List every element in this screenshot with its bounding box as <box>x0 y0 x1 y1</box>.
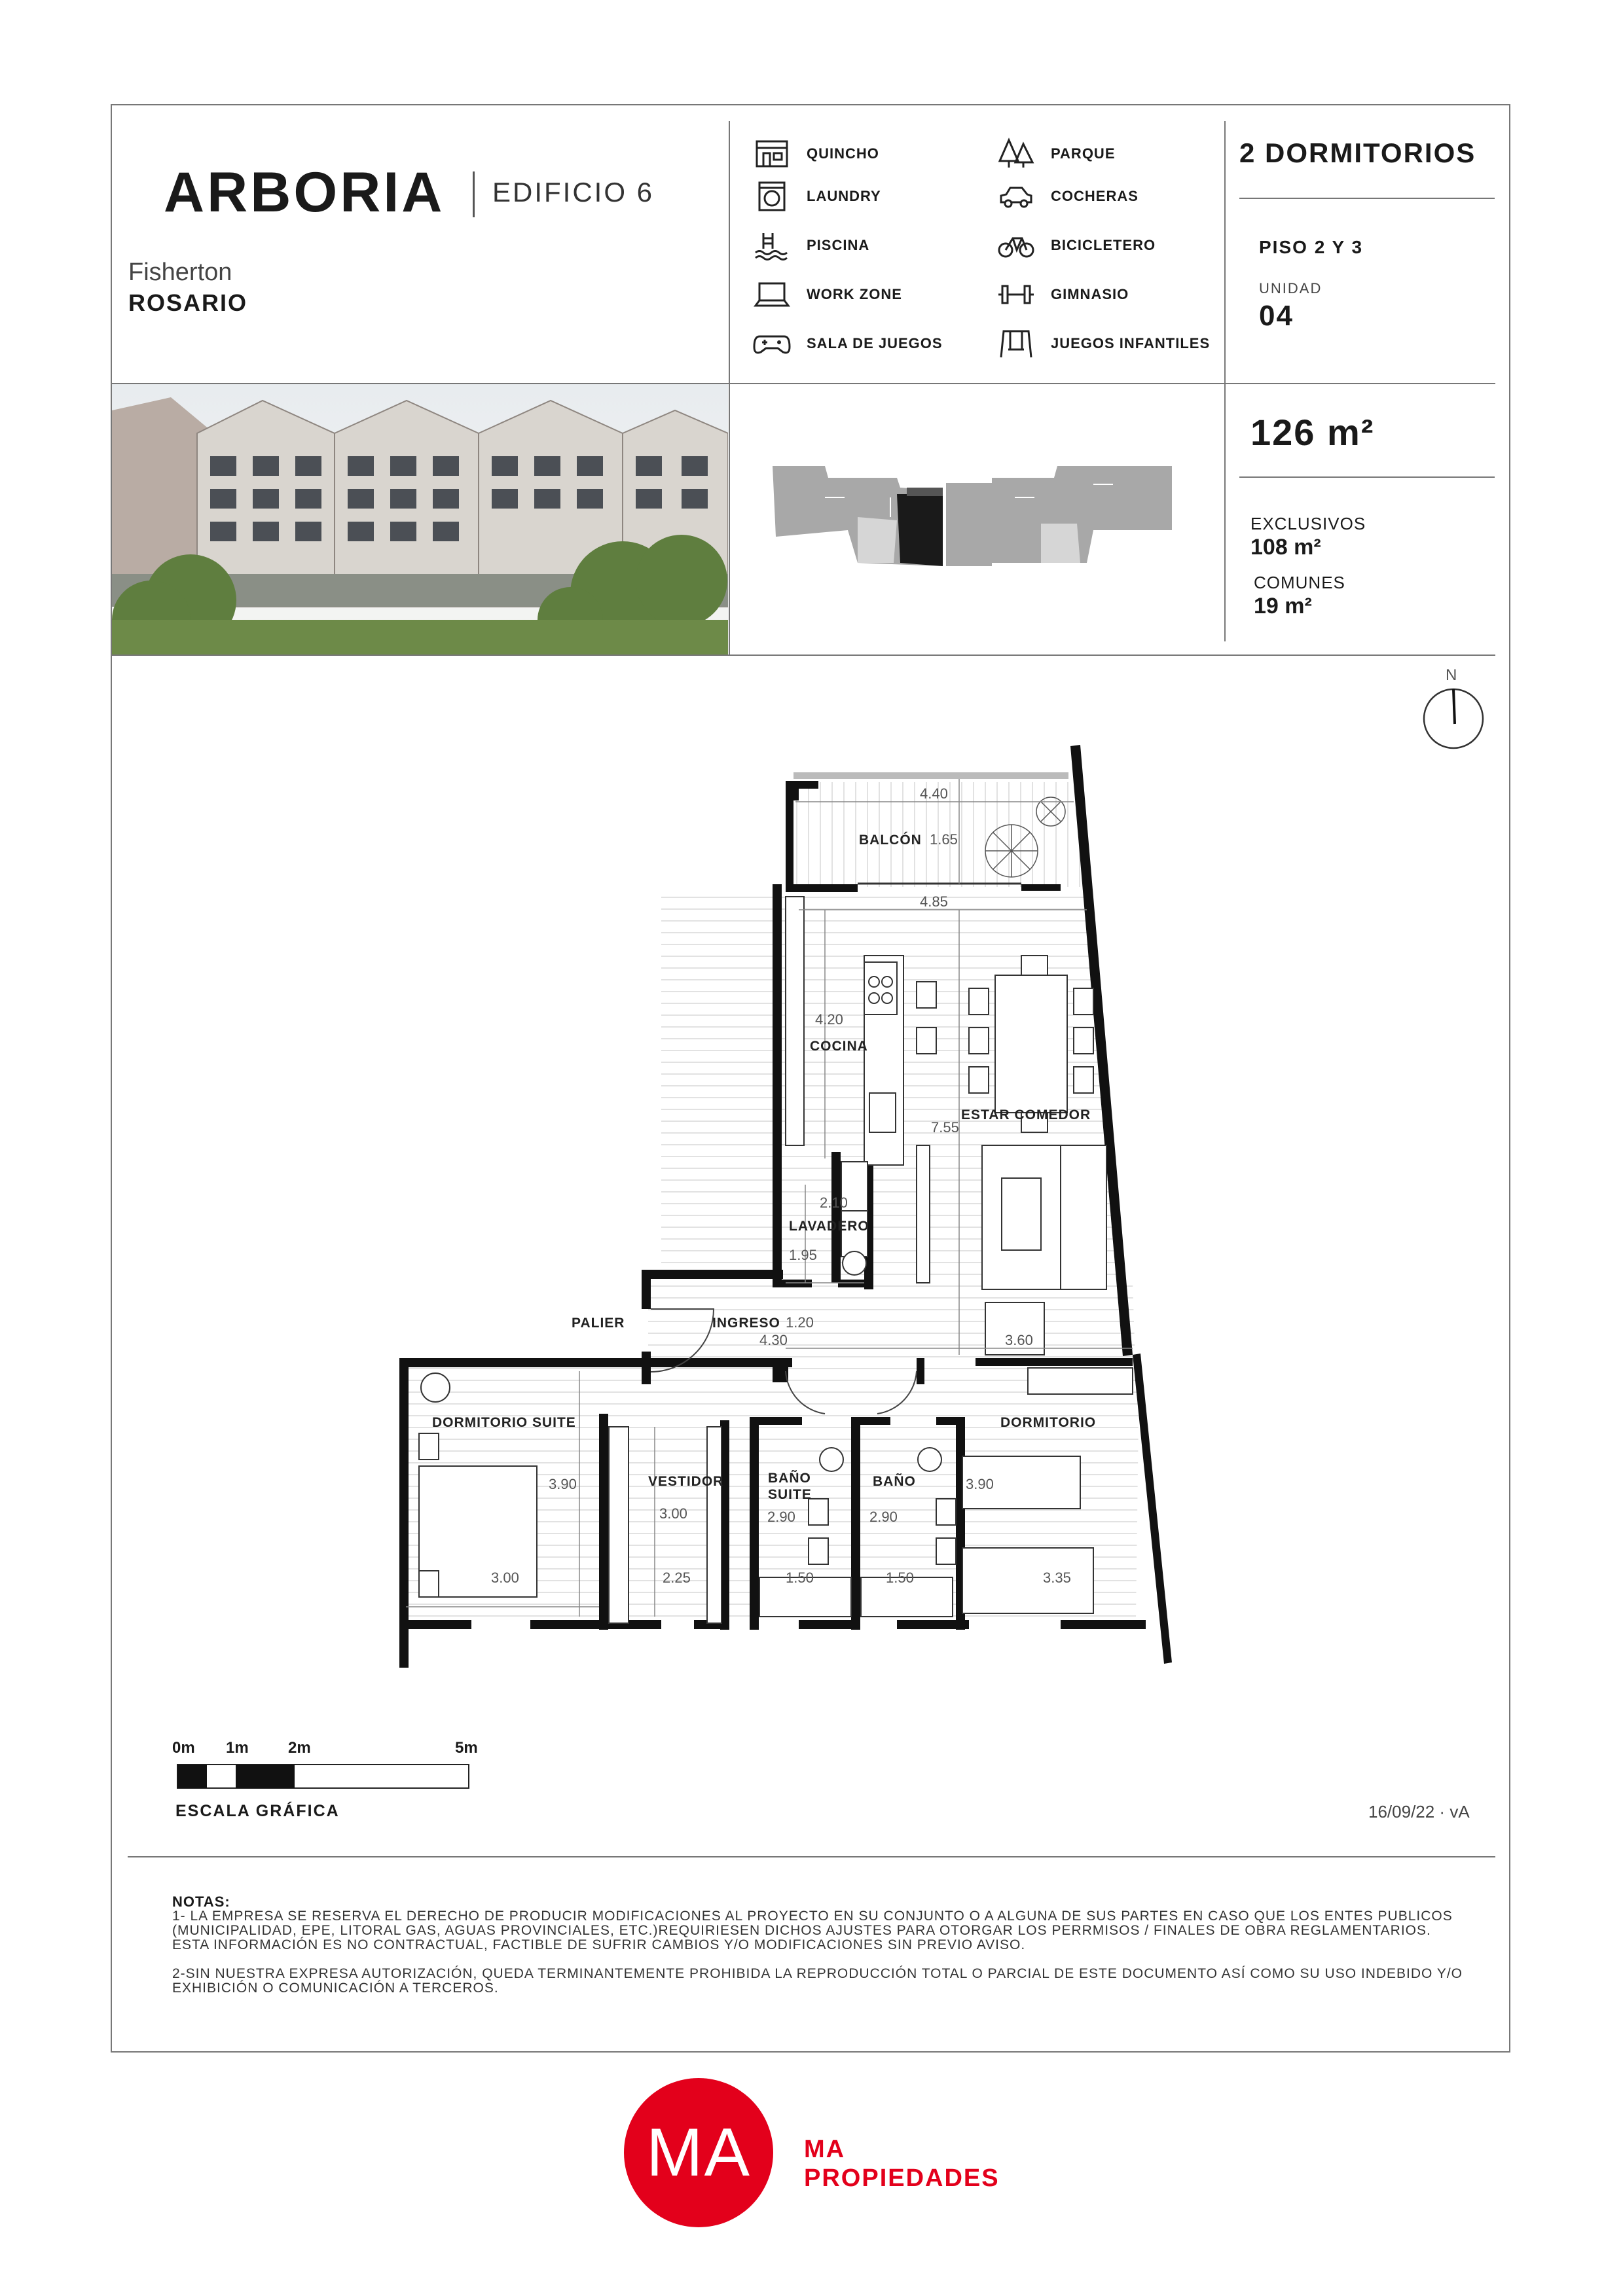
brand-logo-text: MA <box>646 2114 751 2191</box>
room-balcon: BALCÓN <box>859 833 922 848</box>
amenity-gimnasio <box>997 278 1129 311</box>
dim-laundry-w: 1.95 <box>789 1247 817 1263</box>
note-1-line-2: (MUNICIPALIDAD, EPE, LITORAL GAS, AGUAS PROVINCIALES, ETC.)REQUIRIESEN DICHOS AJUSTES PARA OTORGAR LOS PERRMISOS / FINALES DE OBRA REGLAMENTARIOS. <box>172 1923 1431 1938</box>
unit-label: UNIDAD <box>1259 280 1322 296</box>
amenity-label: JUEGOS INFANTILES <box>1051 335 1211 351</box>
dim-master-d: 3.90 <box>549 1476 577 1492</box>
room-dormitorio-suite: DORMITORIO SUITE <box>432 1415 576 1430</box>
dim-living-w2: 3.60 <box>1005 1332 1033 1348</box>
dim-bath-w: 1.50 <box>886 1570 914 1586</box>
col-divider-2 <box>1224 121 1226 641</box>
dim-entry-d: 1.20 <box>786 1314 814 1331</box>
amenity-parque <box>997 137 1116 170</box>
room-vestidor: VESTIDOR <box>648 1474 724 1489</box>
amenity-label: SALA DE JUEGOS <box>807 335 943 351</box>
amenity-juegos-infantiles <box>997 327 1210 360</box>
grill-house-icon <box>753 137 791 170</box>
amenity-label: WORK ZONE <box>807 286 902 302</box>
room-palier: PALIER <box>572 1316 625 1331</box>
common-label: COMUNES <box>1254 573 1345 592</box>
area-underline <box>1239 476 1495 478</box>
note-1-line-1: 1- LA EMPRESA SE RESERVA EL DERECHO DE PRODUCIR MODIFICACIONES AL PROYECTO EN SU CONJUNTO O A ALGUNA DE SUS PARTES EN CASO QUE LOS ENTES PUBLICOS <box>172 1909 1453 1924</box>
scale-bar <box>177 1764 471 1790</box>
notes-divider <box>128 1856 1495 1857</box>
room-cocina: COCINA <box>810 1039 868 1054</box>
dim-master-w: 3.00 <box>491 1570 519 1586</box>
amenity-label: COCHERAS <box>1051 188 1139 204</box>
amenity-cocheras <box>997 180 1139 213</box>
bicycle-icon <box>997 229 1035 262</box>
title-separator <box>473 171 475 217</box>
dim-living-l: 7.55 <box>931 1119 959 1136</box>
washing-machine-icon <box>753 180 791 213</box>
scale-tick-2: 2m <box>288 1739 311 1757</box>
brand-name-line-1: MA <box>804 2136 846 2163</box>
swing-icon <box>997 327 1035 360</box>
amenity-label: BICICLETERO <box>1051 237 1156 253</box>
image-divider <box>111 655 1495 656</box>
project-title: ARBORIA <box>164 161 445 224</box>
floors: PISO 2 Y 3 <box>1259 237 1364 257</box>
pool-icon <box>753 229 791 262</box>
col-divider-1 <box>729 121 730 655</box>
amenity-label: GIMNASIO <box>1051 286 1129 302</box>
dim-balcony-w: 4.40 <box>920 785 948 802</box>
common-area: 19 m² <box>1254 594 1312 619</box>
unit-type-underline <box>1239 198 1495 199</box>
amenity-label: PARQUE <box>1051 145 1116 162</box>
note-1-line-3: ESTA INFORMACIÓN ES NO CONTRACTUAL, FACTIBLE DE SUFRIR CAMBIOS Y/O MODIFICACIONES SIN PREVIO AVISO. <box>172 1937 1026 1952</box>
room-bano-suite-2: SUITE <box>768 1487 812 1502</box>
dim-laundry-l: 2.10 <box>820 1194 848 1211</box>
room-bano: BAÑO <box>873 1474 916 1489</box>
amenity-piscina <box>753 229 869 262</box>
revision-date: 16/09/22 · vA <box>1368 1802 1470 1821</box>
dim-suite-bath-d: 2.90 <box>767 1509 795 1525</box>
compass-icon <box>1421 686 1486 751</box>
amenity-sala-de-juegos <box>753 327 943 360</box>
exclusive-area: 108 m² <box>1250 535 1321 560</box>
brand-logo <box>624 2078 773 2227</box>
unit-type: 2 DORMITORIOS <box>1239 137 1476 168</box>
amenity-label: QUINCHO <box>807 145 879 162</box>
total-area: 126 m² <box>1250 412 1375 453</box>
dim-bath-d: 2.90 <box>869 1509 898 1525</box>
dim-bedroom-d: 3.90 <box>966 1476 994 1492</box>
dim-balcony-d: 1.65 <box>930 831 958 848</box>
brand-name <box>804 2135 1000 2193</box>
city: ROSARIO <box>128 289 248 316</box>
building-label: EDIFICIO 6 <box>492 177 655 207</box>
dim-living-w: 4.85 <box>920 893 948 910</box>
room-dormitorio: DORMITORIO <box>1000 1415 1097 1430</box>
dim-closet-d: 3.00 <box>659 1505 687 1522</box>
unit-number: 04 <box>1259 300 1294 332</box>
dim-closet-w: 2.25 <box>663 1570 691 1586</box>
scale-label: ESCALA GRÁFICA <box>175 1802 340 1820</box>
key-plan <box>766 458 1185 569</box>
amenity-laundry <box>753 180 881 213</box>
note-2-line-1: 2-SIN NUESTRA EXPRESA AUTORIZACIÓN, QUEDA TERMINANTEMENTE PROHIBIDA LA REPRODUCCIÓN TOTAL O PARCIAL DE ESTE DOCUMENTO ASÍ COMO SU USO INDEBIDO Y/O <box>172 1966 1463 1981</box>
scale-tick-0: 0m <box>172 1739 195 1757</box>
notes-title: NOTAS: <box>172 1893 230 1910</box>
compass-north-label: N <box>1446 666 1457 684</box>
trees-icon <box>997 137 1035 170</box>
scale-tick-1: 1m <box>226 1739 249 1757</box>
building-render <box>112 384 728 655</box>
gamepad-icon <box>753 327 791 360</box>
dumbbell-icon <box>997 278 1035 311</box>
dim-entry-w: 4.30 <box>759 1332 788 1348</box>
dim-bedroom-w: 3.35 <box>1043 1570 1071 1586</box>
floor-plan <box>367 726 1192 1676</box>
amenity-work-zone <box>753 278 902 311</box>
amenity-label: PISCINA <box>807 237 870 253</box>
note-2-line-2: EXHIBICIÓN O COMUNICACIÓN A TERCEROS. <box>172 1981 499 1996</box>
brand-name-line-2: PROPIEDADES <box>804 2164 1000 2192</box>
room-bano-suite-1: BAÑO <box>768 1471 811 1486</box>
amenity-quincho <box>753 137 879 170</box>
laptop-icon <box>753 278 791 311</box>
dim-kitchen-l: 4.20 <box>815 1011 843 1028</box>
exclusive-label: EXCLUSIVOS <box>1250 514 1366 533</box>
room-lavadero: LAVADERO <box>789 1219 869 1234</box>
room-ingreso: INGRESO <box>712 1316 780 1331</box>
car-icon <box>997 180 1035 213</box>
scale-tick-5: 5m <box>455 1739 478 1757</box>
amenity-label: LAUNDRY <box>807 188 881 204</box>
dim-suite-bath-w: 1.50 <box>786 1570 814 1586</box>
room-estar-comedor: ESTAR COMEDOR <box>961 1107 1091 1122</box>
neighborhood: Fisherton <box>128 259 232 286</box>
amenity-bicicletero <box>997 229 1156 262</box>
